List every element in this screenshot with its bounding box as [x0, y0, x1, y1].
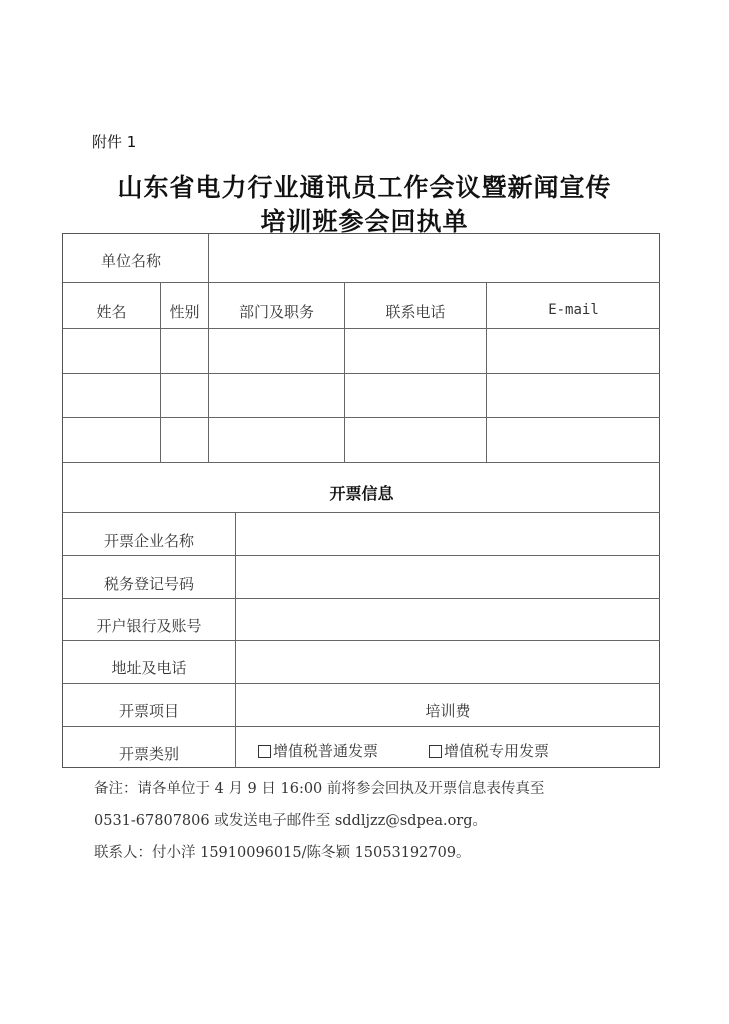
invoice-company-field[interactable]	[236, 513, 660, 555]
form-title-line-2: 培训班参会回执单	[260, 207, 469, 236]
note-line-3: 联系人：付小洋 15910096015/陈冬颖 15053192709。	[94, 845, 471, 861]
checkbox-icon[interactable]	[258, 745, 271, 758]
form-title-line-1: 山东省电力行业通讯员工作会议暨新闻宣传	[117, 173, 612, 202]
invoice-company-label: 开票企业名称	[103, 532, 194, 550]
note-line-2: 0531-67807806 或发送电子邮件至 sddljzz@sdpea.org。	[94, 813, 488, 829]
unit-name-label: 单位名称	[101, 252, 162, 270]
row-divider	[63, 683, 660, 684]
row-divider	[63, 726, 660, 727]
header-department: 部门及职务	[238, 303, 314, 321]
invoice-item-value: 培训费	[425, 702, 471, 720]
invoice-section-title: 开票信息	[329, 484, 394, 503]
invoice-type-option-normal[interactable]	[258, 740, 378, 761]
bank-account-label: 开户银行及账号	[96, 617, 202, 635]
row-divider	[63, 282, 660, 283]
tax-number-label: 税务登记号码	[103, 575, 194, 593]
header-email: E-mail	[548, 302, 599, 318]
address-phone-field[interactable]	[236, 641, 660, 683]
bank-account-field[interactable]	[236, 599, 660, 640]
checkbox-icon[interactable]	[429, 745, 442, 758]
header-gender: 性别	[169, 303, 200, 321]
attachment-label: 附件 1	[92, 133, 137, 151]
invoice-type-label: 开票类别	[118, 745, 179, 763]
tax-number-field[interactable]	[236, 556, 660, 598]
invoice-type-normal-label: 增值税普通发票	[273, 742, 379, 760]
invoice-type-special-label: 增值税专用发票	[444, 742, 550, 760]
attendee-row-3[interactable]	[63, 418, 660, 462]
invoice-item-label: 开票项目	[118, 702, 179, 720]
row-divider	[63, 462, 660, 463]
invoice-type-option-special[interactable]	[429, 740, 549, 761]
note-line-1: 备注：请各单位于 4 月 9 日 16:00 前将参会回执及开票信息表传真至	[94, 781, 545, 797]
attendee-row-2[interactable]	[63, 374, 660, 417]
address-phone-label: 地址及电话	[111, 659, 187, 677]
header-name: 姓名	[96, 303, 127, 321]
header-phone: 联系电话	[385, 303, 446, 321]
unit-name-field[interactable]	[209, 235, 659, 281]
attendee-row-1[interactable]	[63, 329, 660, 373]
registration-table	[62, 233, 660, 768]
